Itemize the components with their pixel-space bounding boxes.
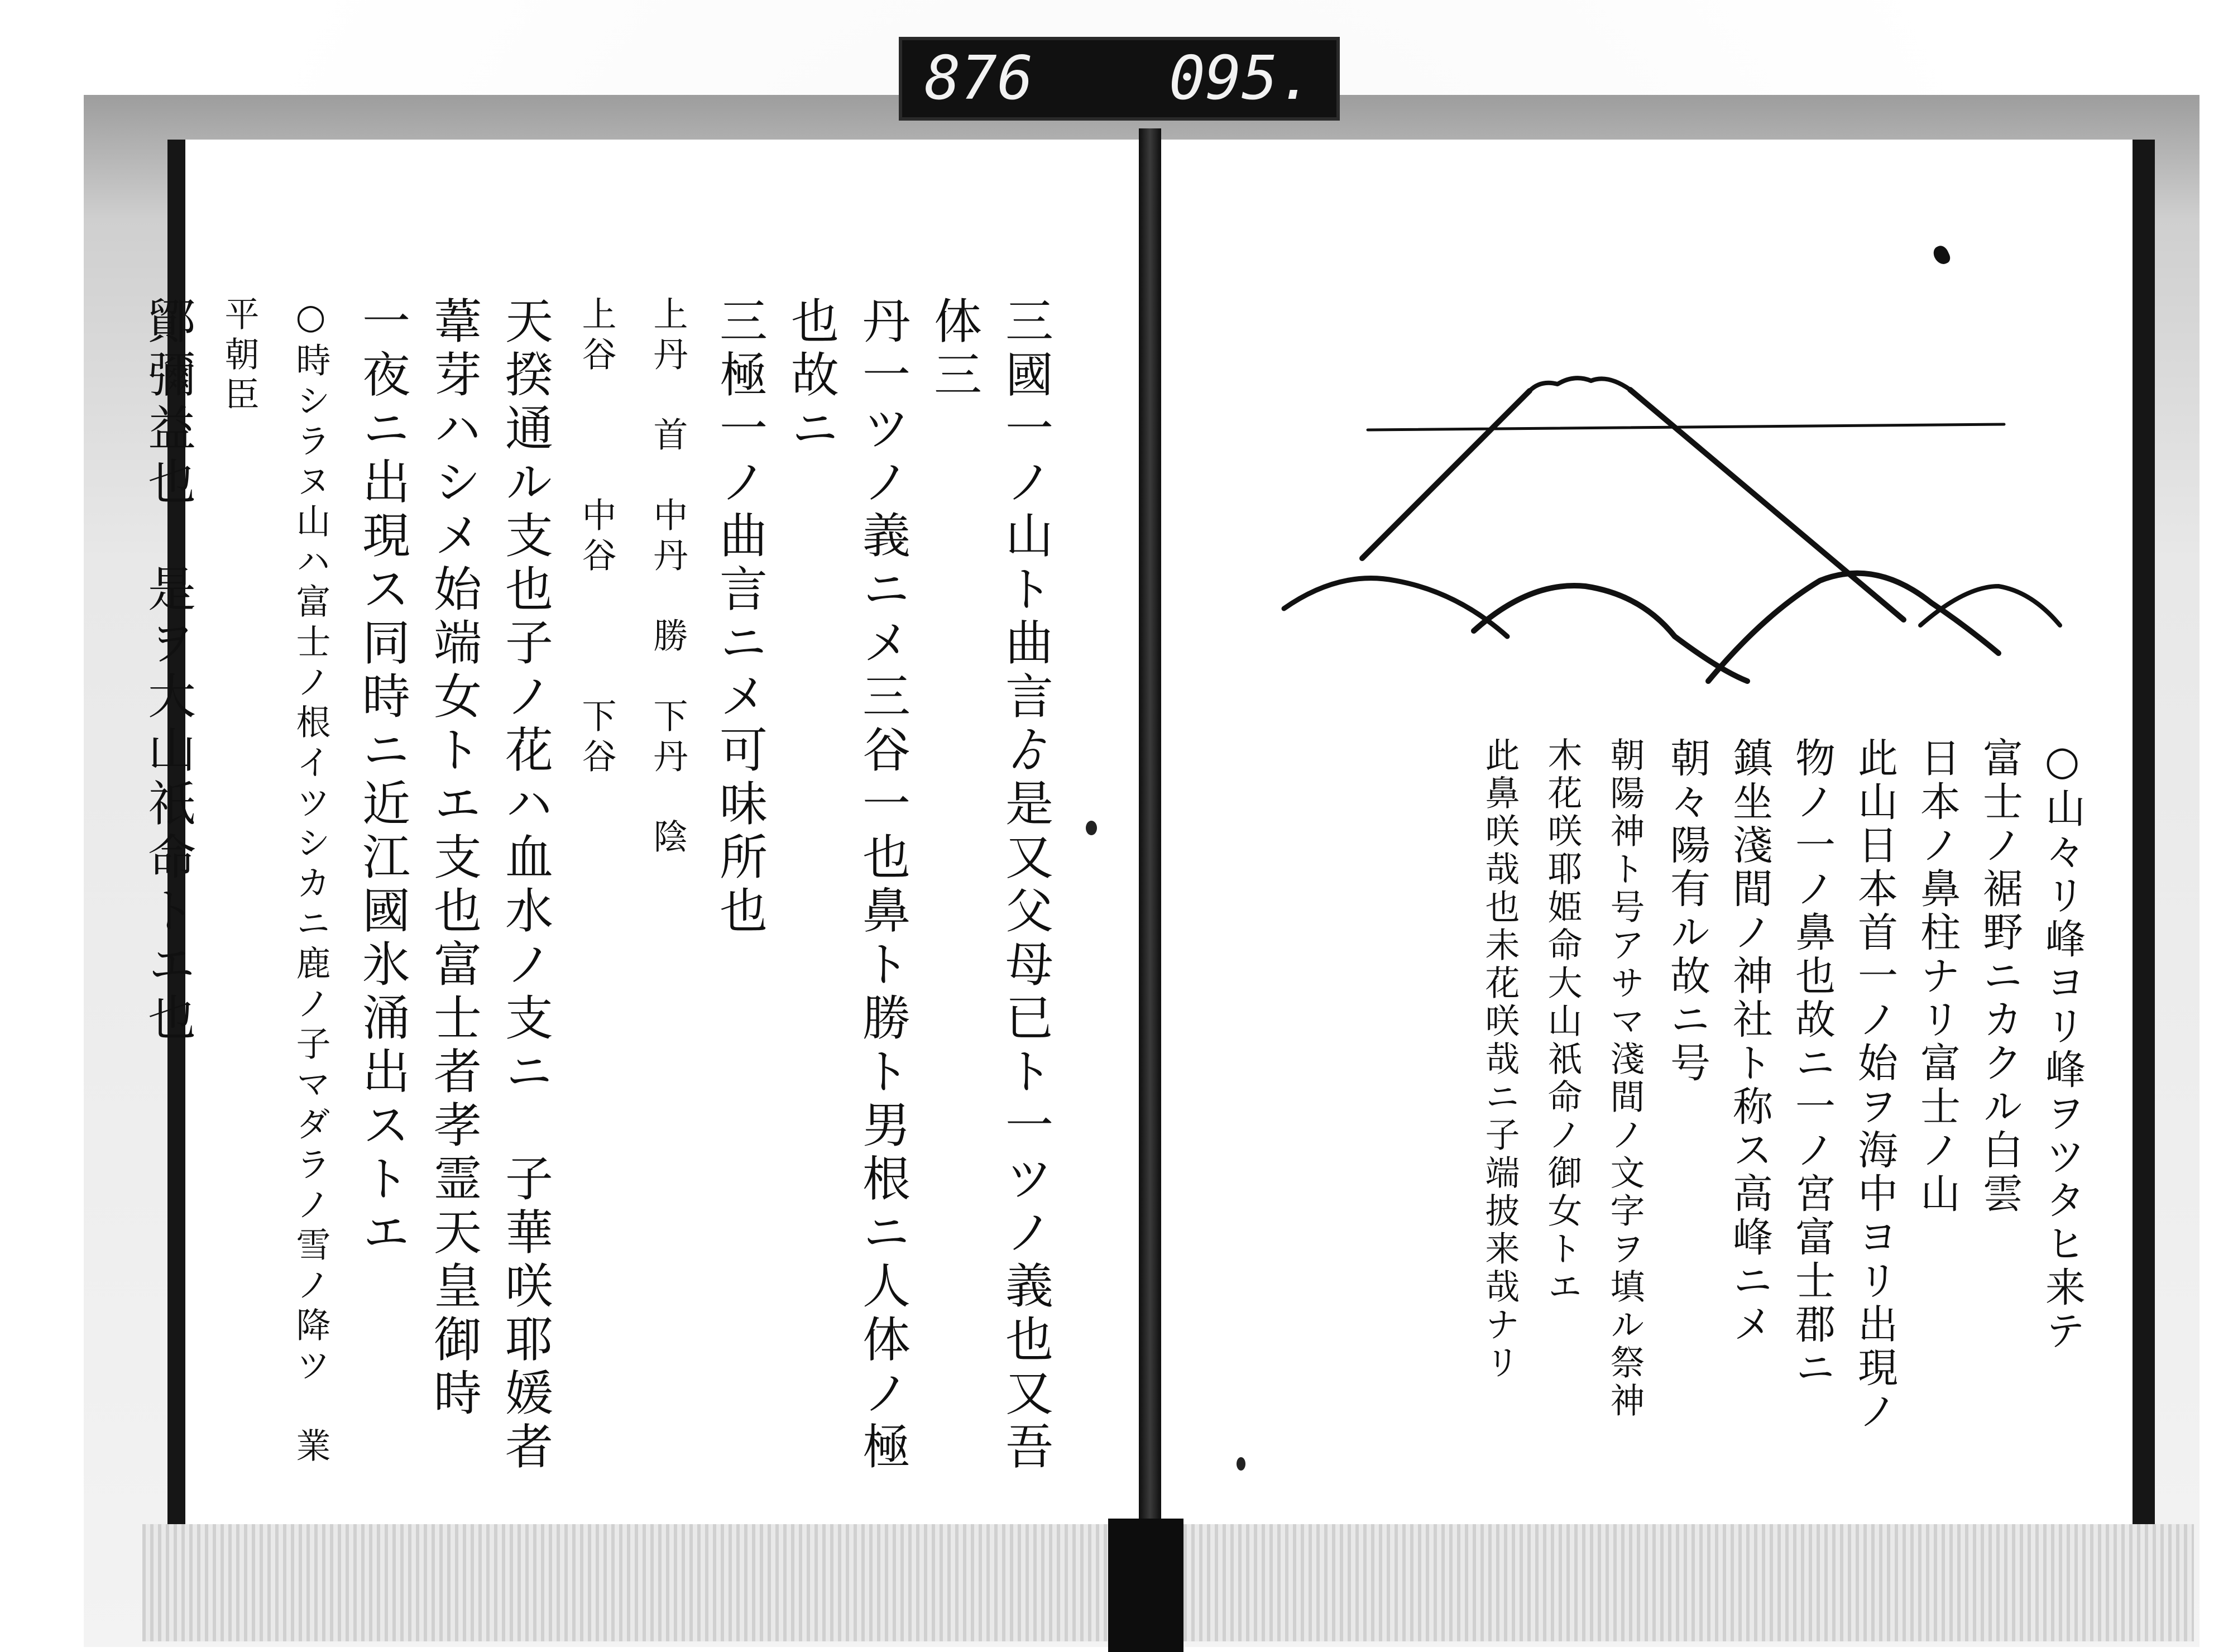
frame-counter <box>899 37 1340 121</box>
page-edges-left <box>142 1524 1108 1641</box>
right-column-8: 朝陽神ト号アサマ淺間ノ文字ヲ填ル祭神 <box>1604 737 1645 1420</box>
left-column-7: 葦芽ハシメ始端女トエ支也富士者孝霊天皇御時 <box>425 296 481 1421</box>
right-column-2: 富士ノ裾野ニカクル白雲 <box>1976 737 2023 1216</box>
right-column-7: 朝々陽有ル故ニ号 <box>1664 737 1710 1085</box>
right-column-4: 此山日本首一ノ始ヲ海中ヨリ出現ノ <box>1851 737 1898 1434</box>
gutter-foot <box>1108 1519 1183 1652</box>
foothill-right <box>1708 573 1999 681</box>
snow-line <box>1368 424 2004 430</box>
foothill-middle <box>1474 586 1747 681</box>
right-column-9: 木花咲耶姫命大山祇命ノ御女トエ <box>1542 737 1583 1306</box>
left-column-4: 上丹 首 中丹 勝 下丹 陰 <box>648 296 688 859</box>
left-column-5: 上谷 中谷 下谷 <box>576 296 617 778</box>
right-column-6: 鎮坐淺間ノ神社ト称ス高峰ニメ <box>1726 737 1773 1347</box>
left-column-1: 三國一ノ山ト曲言ゟ是又父母已ト一ツノ義也又吾体三 <box>926 296 1053 1475</box>
foothill-far-right <box>1920 586 2060 625</box>
ink-blot <box>1237 1457 1245 1471</box>
mount-fuji-illustration <box>1273 290 2077 692</box>
frame-number-right: 095. <box>1168 44 1314 113</box>
left-page-text <box>140 296 1061 1496</box>
fuji-left-slope <box>1362 391 1530 558</box>
right-column-10: 此鼻咲哉也未花咲哉ニ子端披来哉ナリ <box>1479 737 1520 1382</box>
right-column-3: 日本ノ鼻柱ナリ富士ノ山 <box>1914 737 1961 1216</box>
fuji-summit <box>1530 378 1630 391</box>
right-page-text <box>1295 737 2093 1463</box>
left-column-6: 天揆通ル支也子ノ花ハ血水ノ支ニ 子華咲耶媛者 <box>497 296 553 1475</box>
left-column-3: 三極一ノ曲言ニメ可味所也 <box>711 296 767 939</box>
right-column-5: 物ノ一ノ鼻也故ニ一ノ宮富士郡ニ <box>1789 737 1836 1390</box>
right-column-1: ○山々リ峰ヨリ峰ヲツタヒ来テ <box>2039 737 2086 1353</box>
book-gutter <box>1139 128 1161 1647</box>
left-column-2: 丹一ツノ義ニメ三谷一也鼻ト勝ト男根ニ人体ノ極也故ニ <box>783 296 910 1475</box>
page-edges-right <box>1183 1524 2194 1641</box>
left-column-8: 一夜ニ出現ス同時ニ近江國氷涌出ストエ <box>354 296 410 1261</box>
left-column-9: ○時シラヌ山ハ富士ノ根イツシカニ鹿ノ子マダラノ雪ノ降ツ 業平朝臣 <box>219 296 331 1468</box>
left-column-10: 鄮彌益也 是ヲ大山祇命トエ也 <box>140 296 195 1046</box>
ink-blot <box>1086 821 1097 835</box>
frame-number-left: 876 <box>924 44 1034 113</box>
